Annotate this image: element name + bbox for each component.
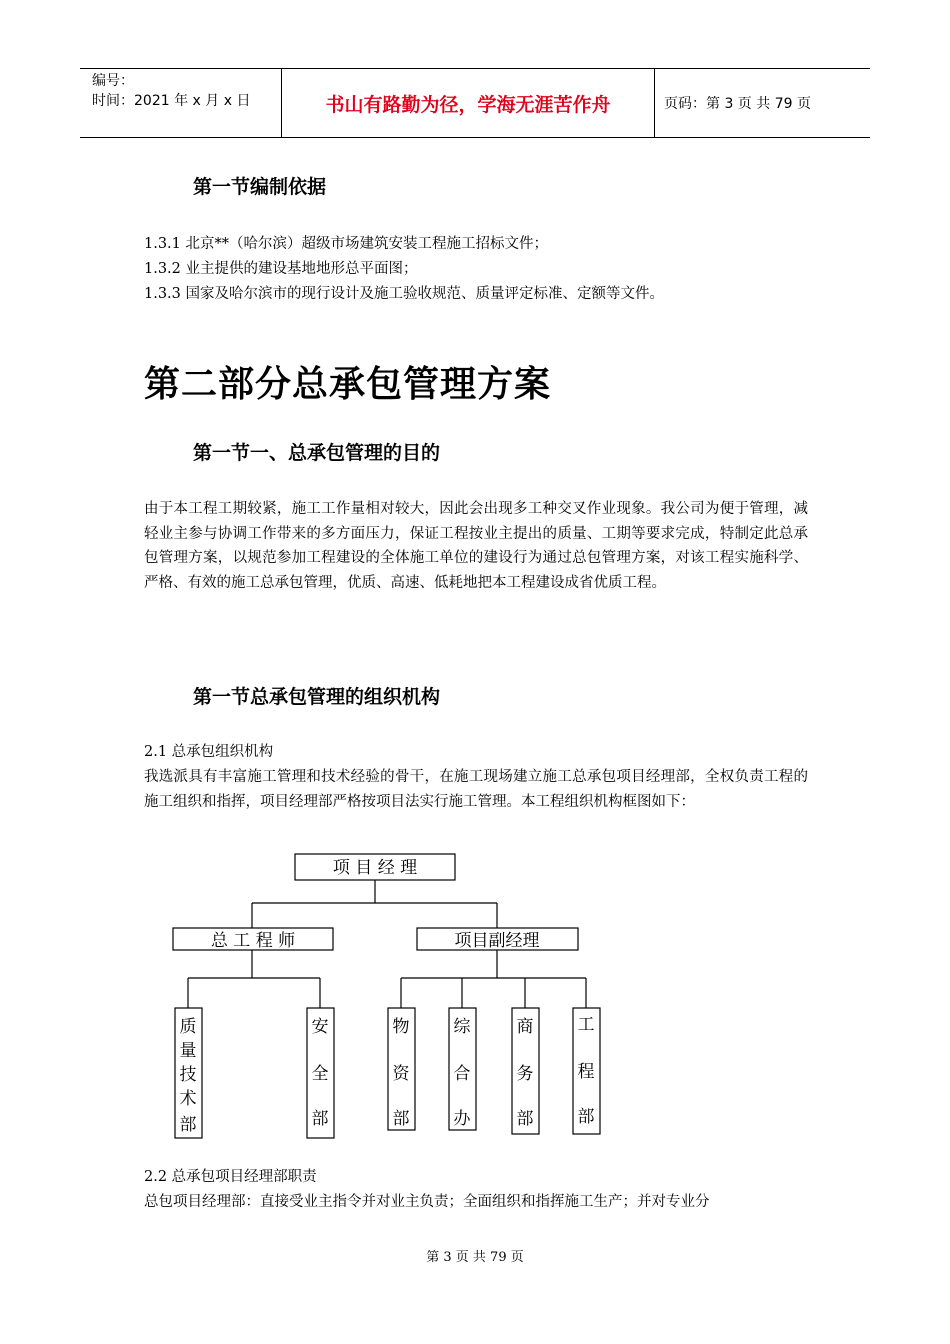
section-basis-title: 第一节编制依据 [193,176,327,198]
org-paragraph: 我选派具有丰富施工管理和技术经验的骨干，在施工现场建立施工总承包项目经理部，全权负责工程的施工组织和指挥，项目经理部严格按项目法实行施工管理。本工程组织机构框图如下： [144,769,808,810]
code-label: 编号： [92,73,134,89]
basis-item-3: 1.3.3 国家及哈尔滨市的现行设计及施工验收规范、质量评定标准、定额等文件。 [144,286,665,302]
label-deputy-manager: 项目副经理 [454,931,540,951]
section-purpose-title: 第一节一、总承包管理的目的 [193,442,441,464]
dept-1: 安全部 [311,1017,329,1129]
dept-2: 物资部 [392,1017,410,1129]
basis-item-2: 1.3.2 业主提供的建设基地地形总平面图； [144,261,418,277]
dept-4: 商务部 [516,1017,534,1129]
date-label: 时间：2021 年 x 月 x 日 [92,93,251,109]
org-subheading: 2.1 总承包组织机构 [144,744,274,760]
dept-3: 综合办 [453,1017,471,1129]
duty-paragraph: 总包项目经理部：直接受业主指令并对业主负责；全面组织和指挥施工生产；并对专业分 [144,1194,710,1210]
dept-5: 工程部 [577,1015,595,1127]
header-page-info: 页码：第 3 页 共 79 页 [664,96,811,112]
purpose-paragraph: 由于本工程工期较紧，施工工作量相对较大，因此会出现多工种交叉作业现象。我公司为便于管理，减轻业主参与协调工作带来的多方面压力，保证工程按业主提出的质量、工期等要求完成，特制定此总承包管理方案，以规范参加工程建设的全体施工单位的建设行为通过总包管理方案，对该工程实施科学、严格、有效的施工总承包管理，优质、高速、低耗地把本工程建设成省优质工程。 [144,501,808,591]
header-motto: 书山有路勤为径，学海无涯苦作舟 [281,69,655,137]
duty-subheading: 2.2 总承包项目经理部职责 [144,1169,317,1185]
page-footer: 第 3 页 共 79 页 [426,1250,524,1265]
part2-title: 第二部分总承包管理方案 [144,364,552,405]
label-chief-engineer: 总 工 程 师 [210,931,296,951]
label-project-manager: 项 目 经 理 [332,858,418,878]
basis-item-1: 1.3.1 北京**（哈尔滨）超级市场建筑安装工程施工招标文件； [144,236,549,252]
dept-0: 质量技术部 [179,1017,197,1135]
section-org-title: 第一节总承包管理的组织机构 [193,686,441,708]
